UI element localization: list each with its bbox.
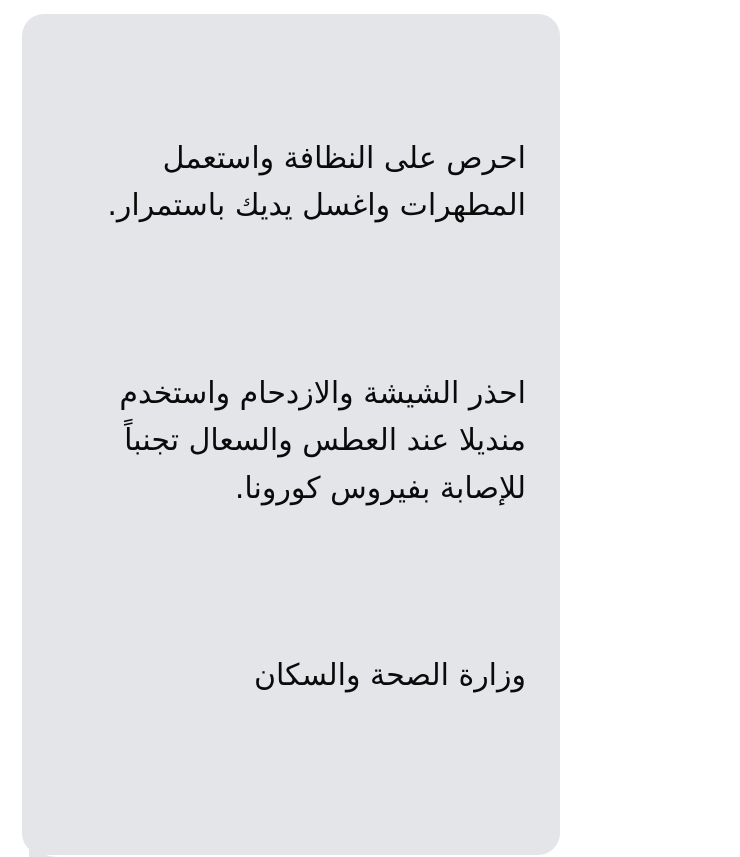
- message-signature: وزارة الصحة والسكان: [254, 658, 526, 694]
- message-bubble-container: [22, 14, 560, 855]
- message-body: [56, 40, 526, 825]
- message-paragraph-1: احرص على النظافة واستعمل المطهرات واغسل يديك باستمرار.: [107, 140, 526, 224]
- incoming-message-bubble[interactable]: [22, 14, 560, 855]
- message-paragraph-2: احذر الشيشة والازدحام واستخدم منديلا عند العطس والسعال تجنباً للإصابة بفيروس كورونا.: [109, 375, 526, 506]
- bubble-tail-icon: [26, 823, 60, 857]
